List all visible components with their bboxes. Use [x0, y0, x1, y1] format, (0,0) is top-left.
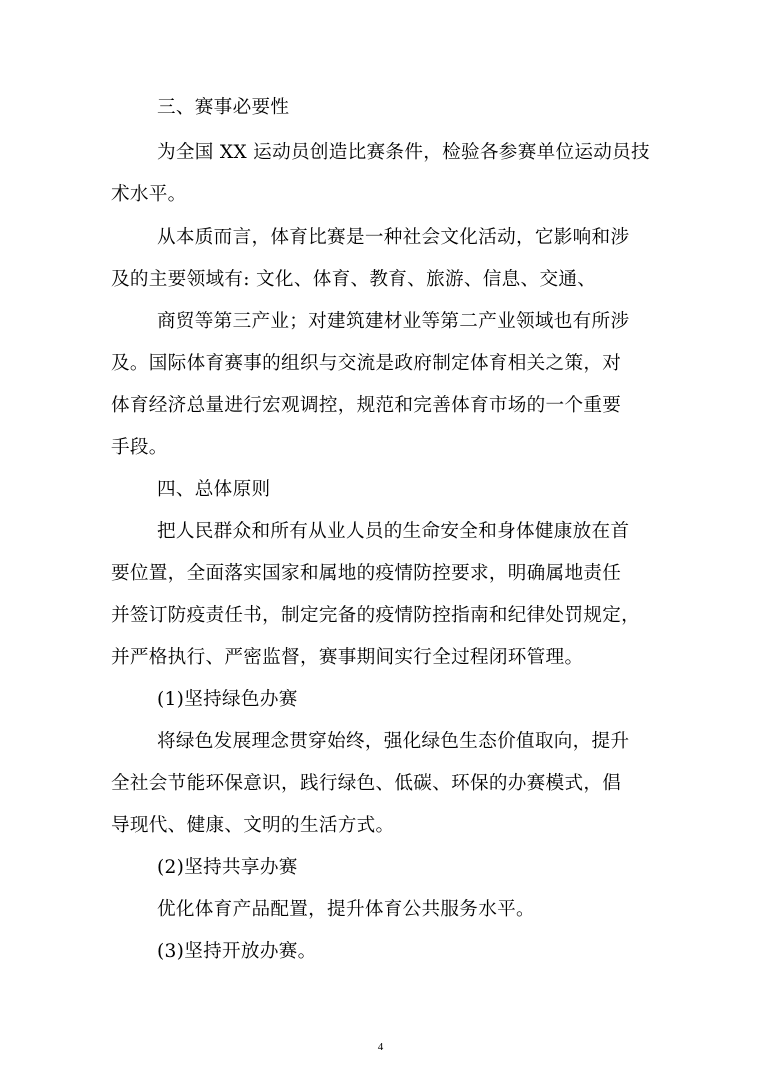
section-heading-principles: 四、总体原则 — [157, 479, 271, 500]
subheading-open: (3)坚持开放办赛。 — [157, 941, 317, 962]
paragraph-line: 术水平。 — [111, 184, 187, 205]
paragraph-line: 并签订防疫责任书，制定完备的疫情防控指南和纪律处罚规定， — [111, 605, 641, 626]
page-number: 4 — [377, 1041, 384, 1053]
paragraph-line: 要位置，全面落实国家和属地的疫情防控要求，明确属地责任 — [111, 563, 622, 584]
paragraph-line: 并严格执行、严密监督，赛事期间实行全过程闭环管理。 — [111, 647, 584, 668]
paragraph-line: 将绿色发展理念贯穿始终，强化绿色生态价值取向，提升 — [157, 731, 630, 752]
paragraph-line: 导现代、健康、文明的生活方式。 — [111, 815, 395, 836]
paragraph-line: 及。国际体育赛事的组织与交流是政府制定体育相关之策，对 — [111, 353, 622, 374]
paragraph-line: 体育经济总量进行宏观调控，规范和完善体育市场的一个重要 — [111, 395, 622, 416]
paragraph-line: 手段。 — [111, 437, 168, 458]
subheading-green: (1)坚持绿色办赛 — [157, 689, 298, 710]
paragraph-line: 商贸等第三产业；对建筑建材业等第二产业领域也有所涉 — [157, 311, 630, 332]
subheading-sharing: (2)坚持共享办赛 — [157, 857, 298, 878]
paragraph-line: 及的主要领域有: 文化、体育、教育、旅游、信息、交通、 — [111, 269, 597, 290]
section-heading-necessity: 三、赛事必要性 — [157, 97, 290, 118]
paragraph-line: 全社会节能环保意识，践行绿色、低碳、环保的办赛模式，倡 — [111, 773, 622, 794]
paragraph-line: 为全国 XX 运动员创造比赛条件，检验各参赛单位运动员技 — [157, 142, 650, 163]
paragraph-line: 把人民群众和所有从业人员的生命安全和身体健康放在首 — [157, 521, 630, 542]
paragraph-line: 从本质而言，体育比赛是一种社会文化活动，它影响和涉 — [157, 227, 630, 248]
paragraph-line: 优化体育产品配置，提升体育公共服务水平。 — [157, 899, 535, 920]
